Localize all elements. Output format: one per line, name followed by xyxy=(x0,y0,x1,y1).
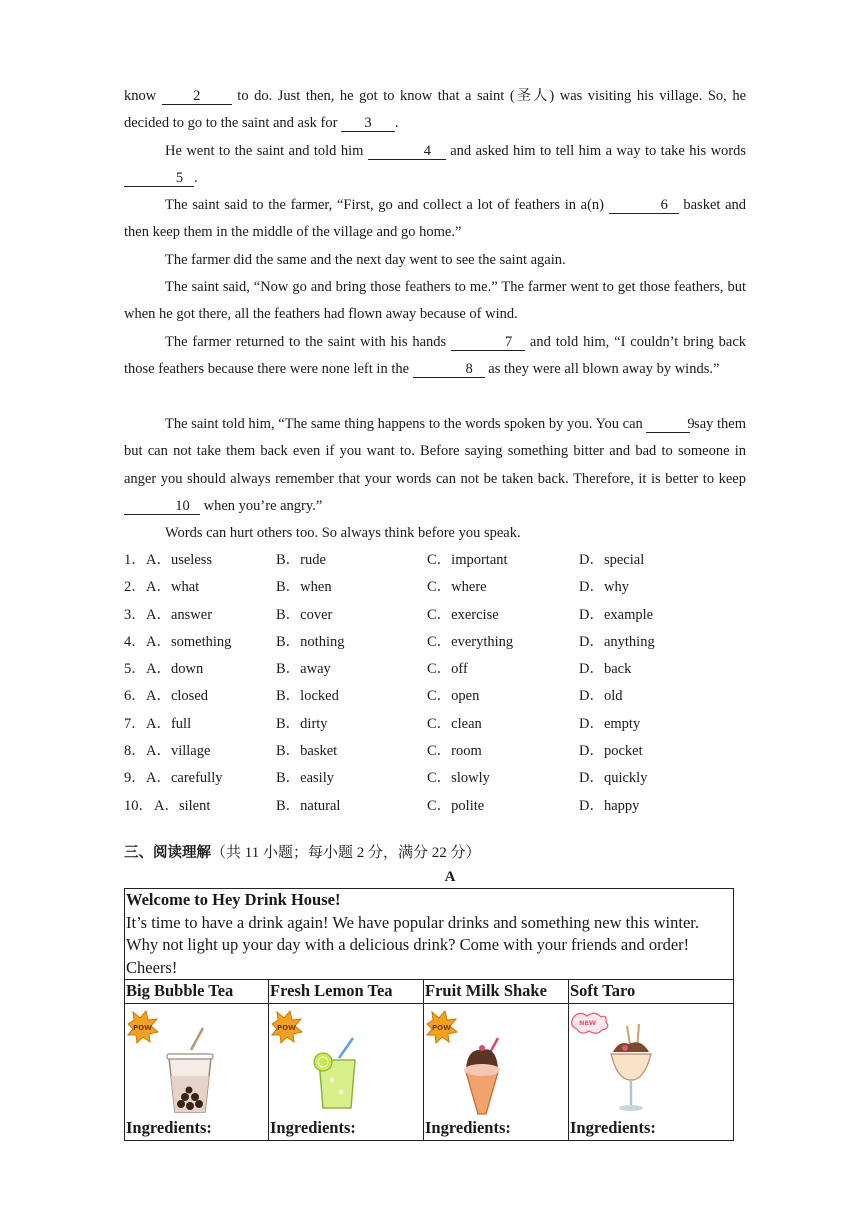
paragraph-4 xyxy=(124,247,746,274)
pow-badge-text: POW xyxy=(432,1023,451,1032)
paragraph-text: to do. Just then, he got to know that a saint (圣人) was visiting his village. So, he decided to go to the saint and ask for xyxy=(124,88,747,132)
answer-blank-2: 2 xyxy=(162,88,232,105)
paragraph-3 xyxy=(124,192,746,247)
answer-blank-10: 10 xyxy=(124,498,200,515)
ingredients-label: Ingredients: xyxy=(126,1118,212,1137)
question-number: 5． xyxy=(124,661,146,678)
option-a: A．something xyxy=(146,633,232,650)
option-d: D．old xyxy=(579,688,623,705)
menu-intro-cell xyxy=(125,889,734,980)
drink-cell-soft-taro xyxy=(569,1003,734,1140)
option-row xyxy=(124,656,764,683)
option-d: D．special xyxy=(579,552,645,568)
option-d: D．back xyxy=(579,661,632,678)
paragraph-text: as they were all blown away by winds.” xyxy=(488,361,720,378)
option-row xyxy=(124,602,764,629)
option-d: D．quickly xyxy=(579,770,648,787)
menu-heading: Welcome to Hey Drink House! xyxy=(126,890,341,909)
ingredients-label: Ingredients: xyxy=(425,1118,511,1137)
option-row xyxy=(124,574,764,601)
option-b: B．when xyxy=(276,579,332,596)
option-row xyxy=(124,793,764,820)
option-row xyxy=(124,711,764,738)
paragraph-text: . xyxy=(194,170,198,187)
option-c: C．open xyxy=(427,688,480,705)
answer-blank-3: 3 xyxy=(341,115,395,132)
section-title: 三、阅读理解 xyxy=(124,845,211,861)
menu-intro-text: It’s time to have a drink again! We have popular drinks and something new this winter. Why not light up your day with a delicious drink? Come with your friends and order! Cheers! xyxy=(126,912,699,977)
straw-icon xyxy=(339,1038,353,1058)
option-b: B．dirty xyxy=(276,715,328,732)
straw-icon xyxy=(191,1028,203,1050)
option-row xyxy=(124,547,764,574)
paragraph-7 xyxy=(124,411,746,520)
option-b: B．locked xyxy=(276,688,339,705)
option-a: A．what xyxy=(146,579,200,596)
paragraph-text: . xyxy=(395,115,399,132)
drink-menu-table xyxy=(124,888,734,1141)
drink-name: Fruit Milk Shake xyxy=(424,980,569,1004)
answer-blank-7: 7 xyxy=(451,334,525,351)
milk-shake-illustration xyxy=(424,1010,534,1118)
option-b: B．easily xyxy=(276,770,334,787)
option-row xyxy=(124,738,764,765)
question-number: 10． xyxy=(124,797,153,814)
section-heading xyxy=(124,842,480,864)
option-a: A．silent xyxy=(154,797,211,814)
pow-badge-text: POW xyxy=(277,1023,296,1032)
drink-cell-lemon-tea xyxy=(269,1003,424,1140)
drink-name: Soft Taro xyxy=(569,980,734,1004)
option-c: C．everything xyxy=(427,633,514,650)
option-a: A．village xyxy=(146,743,211,760)
lemon-tea-illustration xyxy=(269,1010,379,1118)
paragraph-6 xyxy=(124,329,746,384)
option-a: A．closed xyxy=(146,688,209,705)
answer-blank-8: 8 xyxy=(413,361,485,378)
new-badge-text: NEW xyxy=(579,1018,597,1027)
option-c: C．off xyxy=(427,661,468,678)
option-d: D．empty xyxy=(579,715,641,732)
paragraph-text: The farmer returned to the saint with his hands xyxy=(165,334,447,350)
ingredients-label: Ingredients: xyxy=(270,1118,356,1137)
option-row xyxy=(124,629,764,656)
option-d: D．anything xyxy=(579,633,655,650)
option-c: C．clean xyxy=(427,715,482,732)
section-scoring-note: （共 11 小题；每小题 2 分，满分 22 分） xyxy=(211,845,481,861)
drink-cell-milk-shake xyxy=(424,1003,569,1140)
paragraph-text: The saint said to the farmer, “First, go and collect a lot of feathers in a(n) xyxy=(165,197,605,213)
paragraph-text: The saint told him, “The same thing happens to the words spoken by you. You can xyxy=(165,416,643,432)
question-number: 6． xyxy=(124,688,146,705)
paragraph-text: basket and then keep them in the middle of the village and go home.” xyxy=(124,197,747,241)
sundae-glass-icon xyxy=(611,1054,651,1080)
chocolate-topping-icon xyxy=(613,1042,649,1052)
option-c: C．exercise xyxy=(427,606,499,623)
question-number: 9． xyxy=(124,770,146,787)
drink-cell-bubble-tea xyxy=(125,1003,269,1140)
option-a: A．full xyxy=(146,715,192,732)
paragraph-text: The saint said, “Now go and bring those feathers to me.” The farmer went to get those feathers, but when he got there, all the feathers had flown away because of wind. xyxy=(124,279,746,323)
answer-blank-5: 5 xyxy=(124,170,194,187)
option-b: B．away xyxy=(276,661,331,678)
answer-blank-6: 6 xyxy=(609,197,679,214)
paragraph-text: and asked him to tell him a way to take his words xyxy=(450,143,747,159)
question-number: 4． xyxy=(124,633,146,650)
paragraph-8 xyxy=(124,520,746,547)
option-c: C．polite xyxy=(427,797,485,814)
option-d: D．happy xyxy=(579,797,640,814)
passage-label: A xyxy=(444,869,456,885)
option-row xyxy=(124,765,764,792)
paragraph-text: The farmer did the same and the next day went to see the saint again. xyxy=(165,252,566,268)
question-number: 2． xyxy=(124,579,146,596)
option-row xyxy=(124,683,764,710)
answer-blank-9: 9 xyxy=(646,416,690,433)
option-d: D．pocket xyxy=(579,743,643,760)
option-a: A．answer xyxy=(146,606,213,623)
paragraph-text: say them but can not take them back even if you want to. Before saying something bitter and bad to someone in anger you should always remember that your words can not be taken back. Therefore, it is better to keep xyxy=(124,416,747,487)
paragraph-1 xyxy=(124,83,746,138)
option-a: A．carefully xyxy=(146,770,223,787)
answer-options xyxy=(124,547,764,820)
paragraph-text: He went to the saint and told him xyxy=(165,143,364,159)
paragraph-2 xyxy=(124,138,746,193)
paragraph-text: when you’re angry.” xyxy=(203,497,323,514)
option-b: B．nothing xyxy=(276,633,345,650)
pow-badge-text: POW xyxy=(133,1023,152,1032)
option-b: B．basket xyxy=(276,743,338,760)
bubble-tea-illustration xyxy=(125,1010,235,1118)
option-c: C．where xyxy=(427,579,487,596)
option-c: C．room xyxy=(427,743,482,760)
option-d: D．example xyxy=(579,606,654,623)
question-number: 8． xyxy=(124,743,146,760)
paragraph-5 xyxy=(124,274,746,329)
paragraph-text: Words can hurt others too. So always think before you speak. xyxy=(165,525,521,541)
paragraph-text: know xyxy=(124,88,157,104)
cone-icon xyxy=(466,1072,498,1114)
lemon-slice-icon xyxy=(314,1053,332,1071)
option-a: A．useless xyxy=(146,552,213,568)
drink-name: Big Bubble Tea xyxy=(125,980,269,1004)
paragraph-text: and told him, “I couldn’t bring back those feathers because there were none left in the xyxy=(124,334,747,378)
option-b: B．cover xyxy=(276,606,333,623)
drink-name: Fresh Lemon Tea xyxy=(269,980,424,1004)
option-b: B．natural xyxy=(276,797,341,814)
option-b: B．rude xyxy=(276,552,326,568)
question-number: 3． xyxy=(124,606,146,623)
question-number: 7． xyxy=(124,715,146,732)
option-c: C．important xyxy=(427,552,508,568)
option-c: C．slowly xyxy=(427,770,490,787)
answer-blank-4: 4 xyxy=(368,143,446,160)
question-number: 1． xyxy=(124,552,146,568)
soft-taro-illustration xyxy=(569,1010,679,1118)
option-a: A．down xyxy=(146,661,204,678)
option-d: D．why xyxy=(579,579,629,596)
ingredients-label: Ingredients: xyxy=(570,1118,656,1137)
